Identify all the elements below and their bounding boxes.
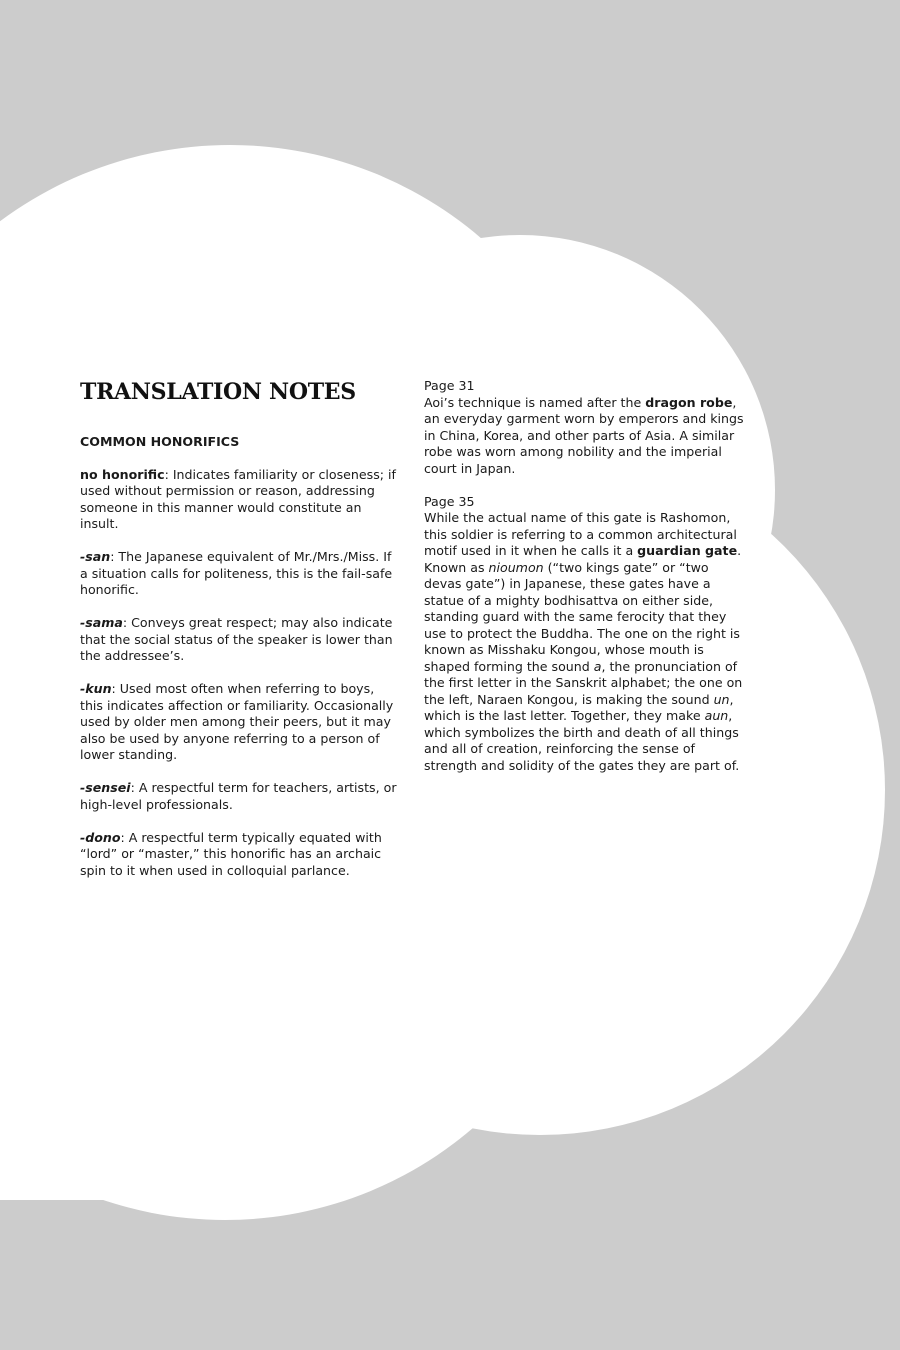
entry-term: no honorific [80, 466, 165, 482]
entry-term: -sama [80, 615, 123, 630]
entry-term: -kun [80, 681, 112, 696]
entry-text: : Indicates familiarity or closeness; if used without permission or reason, addressing someone in this manner would constitute an insult. [80, 466, 396, 531]
entry-text: : Used most often when referring to boys, this indicates affection or familiarity. Occasionally used by older men among their peers, but it may also be used by anyone referring to a person of lower standing. [80, 681, 394, 762]
note-text: (“two kings gate” or “two devas gate”) in Japanese, these gates have a statue of a mighty bodhisattva on either side, standing guard with the same ferocity that they use to protect the Buddha. The one on the right is known as Misshaku Kongou, whose mouth is shaped forming the sound [424, 559, 740, 674]
entry-text: : A respectful term for teachers, artists, or high-level professionals. [80, 780, 397, 812]
note-italic: a [593, 658, 602, 674]
note-text: , an everyday garment worn by emperors and kings in China, Korea, and other parts of Asia. A similar robe was worn among nobility and the imperial court in Japan. [424, 394, 744, 476]
entry-text: : The Japanese equivalent of Mr./Mrs./Miss. If a situation calls for politeness, this is the fail-safe honorific. [80, 549, 393, 597]
entry-term: -san [80, 549, 111, 564]
entry-kun [80, 681, 400, 764]
entry-no-honorific [80, 467, 400, 533]
note-page-35 [424, 494, 744, 775]
note-italic: un [713, 691, 730, 707]
entry-text: : A respectful term typically equated with “lord” or “master,” this honorific has an archaic spin to it when used in colloquial parlance. [80, 829, 382, 878]
section-heading: COMMON HONORIFICS [80, 434, 240, 449]
note-text: , which symbolizes the birth and death of all things and all of creation, reinforcing the sense of strength and solidity of the gates they are part of. [424, 708, 740, 773]
entry-term: -dono [80, 829, 121, 845]
note-page-label: Page 35 [424, 493, 475, 509]
entry-sensei [80, 780, 400, 813]
entry-term: -sensei [80, 780, 131, 795]
page-title: TRANSLATION NOTES [80, 379, 356, 405]
note-page-label: Page 31 [424, 378, 475, 393]
note-text: . Known as [424, 543, 742, 575]
entry-san [80, 549, 400, 599]
note-term: guardian gate [637, 543, 738, 558]
entry-dono [80, 830, 400, 880]
note-italic: aun [704, 708, 729, 723]
honorifics-column [80, 378, 400, 896]
note-term: dragon robe [645, 394, 733, 410]
note-text: While the actual name of this gate is Rashomon, this soldier is referring to a common architectural motif used in it when he calls it a [424, 510, 737, 558]
note-text: , the pronunciation of the first letter in the Sanskrit alphabet; the one on the left, Naraen Kongou, is making the sound [424, 658, 743, 707]
note-text: , which is the last letter. Together, they make [424, 691, 734, 723]
note-italic: nioumon [488, 559, 544, 575]
note-page-31 [424, 378, 744, 477]
entry-text: : Conveys great respect; may also indicate that the social status of the speaker is lower than the addressee’s. [80, 615, 393, 663]
entry-sama [80, 615, 400, 665]
notes-column [424, 378, 744, 791]
note-text: Aoi’s technique is named after the [424, 394, 646, 410]
